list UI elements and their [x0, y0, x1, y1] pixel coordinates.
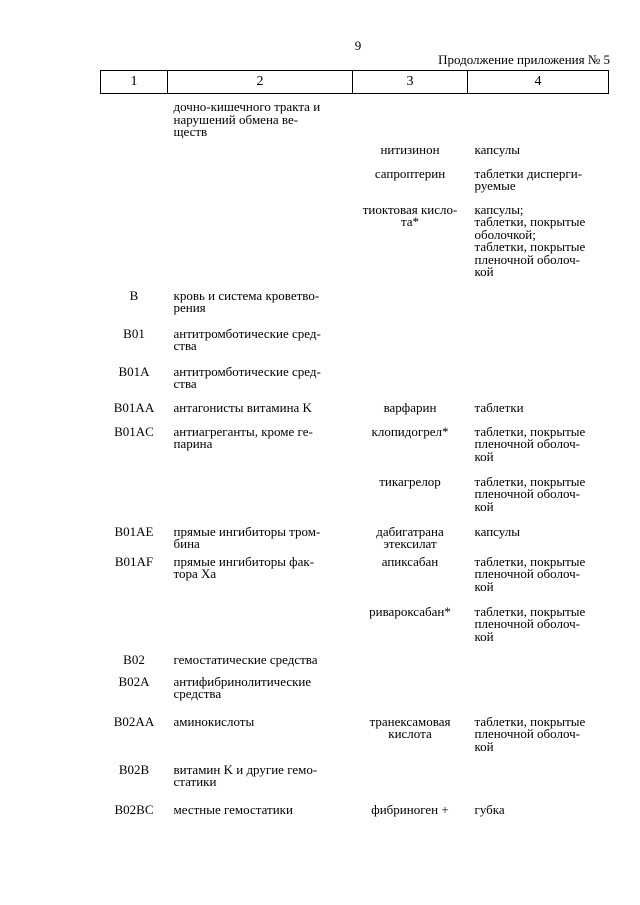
- atc-code-cell: [101, 606, 168, 654]
- drug-name-cell: [353, 603, 468, 654]
- drug-name-cell: [353, 141, 468, 168]
- cell-line: руемые: [474, 178, 516, 193]
- cell-line: местные гемостатики: [173, 801, 293, 817]
- drug-name-cell: [353, 523, 468, 556]
- cell-line: B02B: [118, 761, 150, 777]
- table-row: [101, 476, 609, 526]
- dosage-form-cell: [468, 713, 609, 764]
- drug-name-cell: [353, 654, 468, 676]
- anatomical-group-cell: [168, 761, 353, 804]
- anatomical-group-cell: [168, 399, 353, 426]
- anatomical-group-cell: [168, 287, 353, 328]
- cell-line: статики: [173, 774, 217, 789]
- dosage-form-cell: [468, 423, 609, 476]
- cell-line: B01AE: [114, 523, 154, 539]
- cell-line: бина: [173, 536, 200, 551]
- cell-line: кой: [474, 264, 494, 279]
- cell-line: тикагрелор: [379, 473, 441, 489]
- dosage-form-cell: [468, 654, 609, 676]
- cell-line: пленочной оболоч-: [474, 436, 580, 451]
- cell-line: дочно-кишечного тракта и: [173, 99, 321, 114]
- drug-name-cell: [353, 764, 468, 804]
- dosage-form-cell: [468, 523, 609, 556]
- cell-line: капсулы: [474, 141, 520, 157]
- cell-line: B01AF: [114, 553, 154, 569]
- table-row: [101, 144, 609, 168]
- cell-line: таблетки дисперги-: [474, 165, 583, 181]
- cell-line: антифибринолитические: [173, 673, 312, 689]
- cell-line: прямые ингибиторы фак-: [173, 553, 315, 569]
- cell-line: пленочной оболоч-: [474, 726, 580, 741]
- cell-line: антитромботические сред-: [173, 325, 321, 341]
- dosage-form-cell: [468, 676, 609, 716]
- atc-code-cell: [101, 204, 168, 290]
- table-row: [101, 168, 609, 204]
- cell-line: B01: [123, 325, 145, 341]
- table-body: [101, 94, 609, 824]
- cell-line: сапроптерин: [374, 165, 446, 181]
- table-row: [101, 606, 609, 654]
- dosage-form-cell: [468, 473, 609, 526]
- cell-line: этексилат: [383, 536, 437, 551]
- atc-code-cell: [101, 325, 168, 366]
- header-col-1: 1: [101, 71, 168, 94]
- cell-line: транексамовая: [369, 713, 451, 729]
- cell-line: кой: [474, 628, 494, 644]
- cell-line: аминокислоты: [173, 713, 255, 729]
- atc-code-cell: [101, 168, 168, 204]
- anatomical-group-cell: [168, 713, 353, 764]
- drug-name-cell: [353, 553, 468, 606]
- cell-line: таблетки, покрытые: [474, 713, 586, 729]
- cell-line: гемостатические средства: [173, 651, 318, 667]
- table-row: [101, 290, 609, 328]
- cell-line: кой: [474, 448, 494, 464]
- dosage-form-cell: [468, 603, 609, 654]
- cell-line: B02AA: [113, 713, 155, 729]
- atc-code-cell: [101, 651, 168, 676]
- anatomical-group-cell: [168, 476, 353, 526]
- cell-line: пленочной оболоч-: [474, 566, 580, 581]
- table-row: [101, 366, 609, 402]
- table-row: [101, 328, 609, 366]
- dosage-form-cell: [468, 366, 609, 402]
- table-row: [101, 804, 609, 824]
- dosage-form-cell: [468, 94, 609, 144]
- cell-line: таблетки, покрытые: [474, 553, 586, 569]
- atc-code-cell: [101, 94, 168, 144]
- cell-line: ства: [173, 376, 197, 391]
- table-row: [101, 426, 609, 476]
- anatomical-group-cell: [168, 363, 353, 402]
- drug-name-cell: [353, 94, 468, 144]
- dosage-form-cell: [468, 328, 609, 366]
- atc-code-cell: [101, 476, 168, 526]
- cell-line: таблетки, покрытые: [474, 473, 586, 489]
- anatomical-group-cell: [168, 423, 353, 476]
- dosage-form-cell: [468, 399, 609, 426]
- atc-code-cell: [101, 144, 168, 168]
- cell-line: кой: [474, 578, 494, 594]
- cell-line: тиоктовая кисло-: [362, 201, 458, 217]
- anatomical-group-cell: [168, 651, 353, 676]
- cell-line: прямые ингибиторы тром-: [173, 523, 321, 539]
- anatomical-group-cell: [168, 523, 353, 556]
- cell-line: нарушений обмена ве-: [173, 111, 299, 127]
- cell-line: кровь и система кроветво-: [173, 287, 320, 303]
- header-col-2: 2: [168, 71, 353, 94]
- page-caption: Продолжение приложения № 5: [438, 52, 610, 67]
- dosage-form-cell: [468, 141, 609, 168]
- anatomical-group-cell: [168, 94, 353, 144]
- cell-line: дабигатрана: [376, 523, 444, 539]
- table-row: [101, 526, 609, 556]
- cell-line: антагонисты витамина K: [173, 399, 312, 415]
- atc-code-cell: [101, 423, 168, 476]
- header-col-3: 3: [353, 71, 468, 94]
- anatomical-group-cell: [168, 168, 353, 204]
- cell-line: B: [129, 287, 139, 303]
- cell-line: антитромботические сред-: [173, 363, 321, 379]
- atc-code-cell: [101, 801, 168, 824]
- table-row: [101, 94, 609, 144]
- anatomical-group-cell: [168, 606, 353, 654]
- anatomical-group-cell: [168, 325, 353, 366]
- cell-line: оболочкой;: [474, 226, 536, 242]
- table-row: [101, 716, 609, 764]
- drug-name-cell: [353, 801, 468, 824]
- anatomical-group-cell: [168, 144, 353, 168]
- cell-line: таблетки, покрытые: [474, 603, 586, 619]
- cell-line: та*: [400, 214, 420, 229]
- cell-line: парина: [173, 436, 213, 451]
- dosage-form-cell: [468, 165, 609, 204]
- header-col-4: 4: [468, 71, 609, 94]
- cell-line: антиагреганты, кроме ге-: [173, 423, 313, 439]
- drug-name-cell: [353, 676, 468, 716]
- dosage-form-cell: [468, 553, 609, 606]
- atc-code-cell: [101, 363, 168, 402]
- cell-line: витамин K и другие гемо-: [173, 761, 318, 777]
- header-row: [101, 71, 609, 94]
- cell-line: тора Xa: [173, 566, 217, 581]
- cell-line: ства: [173, 338, 197, 353]
- cell-line: таблетки, покрытые: [474, 214, 586, 229]
- anatomical-group-cell: [168, 553, 353, 606]
- drug-name-cell: [353, 713, 468, 764]
- drug-name-cell: [353, 473, 468, 526]
- dosage-form-cell: [468, 764, 609, 804]
- atc-code-cell: [101, 553, 168, 606]
- cell-line: B02A: [118, 673, 150, 689]
- cell-line: B01AC: [114, 423, 154, 439]
- cell-line: таблетки, покрытые: [474, 239, 586, 254]
- cell-line: клопидогрел*: [371, 423, 449, 439]
- drug-name-cell: [353, 399, 468, 426]
- anatomical-group-cell: [168, 204, 353, 290]
- drug-name-cell: [353, 423, 468, 476]
- atc-code-cell: [101, 713, 168, 764]
- drug-name-cell: [353, 165, 468, 204]
- page-number: 9: [354, 38, 362, 53]
- dosage-form-cell: [468, 201, 609, 290]
- atc-code-cell: [101, 523, 168, 556]
- cell-line: губка: [474, 801, 505, 817]
- cell-line: кой: [474, 738, 494, 754]
- dosage-form-cell: [468, 290, 609, 328]
- drug-name-cell: [353, 328, 468, 366]
- cell-line: фибриноген +: [371, 801, 449, 817]
- cell-line: пленочной оболоч-: [474, 486, 580, 501]
- cell-line: капсулы: [474, 523, 520, 539]
- table-row: [101, 764, 609, 804]
- cell-line: капсулы;: [474, 201, 524, 217]
- cell-line: пленочной оболоч-: [474, 251, 580, 267]
- drug-table: [100, 70, 609, 824]
- cell-line: таблетки, покрытые: [474, 423, 586, 439]
- cell-line: кислота: [388, 726, 432, 741]
- atc-code-cell: [101, 399, 168, 426]
- cell-line: B02: [123, 651, 145, 667]
- anatomical-group-cell: [168, 673, 353, 716]
- table-row: [101, 556, 609, 606]
- cell-line: ривароксабан*: [369, 603, 451, 619]
- drug-name-cell: [353, 201, 468, 290]
- cell-line: B01AA: [113, 399, 155, 415]
- cell-line: таблетки: [474, 399, 524, 415]
- drug-name-cell: [353, 366, 468, 402]
- atc-code-cell: [101, 673, 168, 716]
- cell-line: средства: [173, 686, 222, 701]
- cell-line: рения: [173, 300, 206, 315]
- cell-line: кой: [474, 498, 494, 514]
- table-row: [101, 654, 609, 676]
- dosage-form-cell: [468, 801, 609, 824]
- cell-line: варфарин: [383, 399, 437, 415]
- cell-line: апиксабан: [381, 553, 439, 569]
- cell-line: пленочной оболоч-: [474, 616, 580, 631]
- cell-line: нитизинон: [380, 141, 440, 157]
- table-row: [101, 204, 609, 290]
- table-row: [101, 676, 609, 716]
- atc-code-cell: [101, 287, 168, 328]
- cell-line: ществ: [173, 124, 208, 139]
- cell-line: B01A: [118, 363, 150, 379]
- anatomical-group-cell: [168, 801, 353, 824]
- atc-code-cell: [101, 761, 168, 804]
- table-row: [101, 402, 609, 426]
- cell-line: B02BC: [114, 801, 154, 817]
- drug-name-cell: [353, 290, 468, 328]
